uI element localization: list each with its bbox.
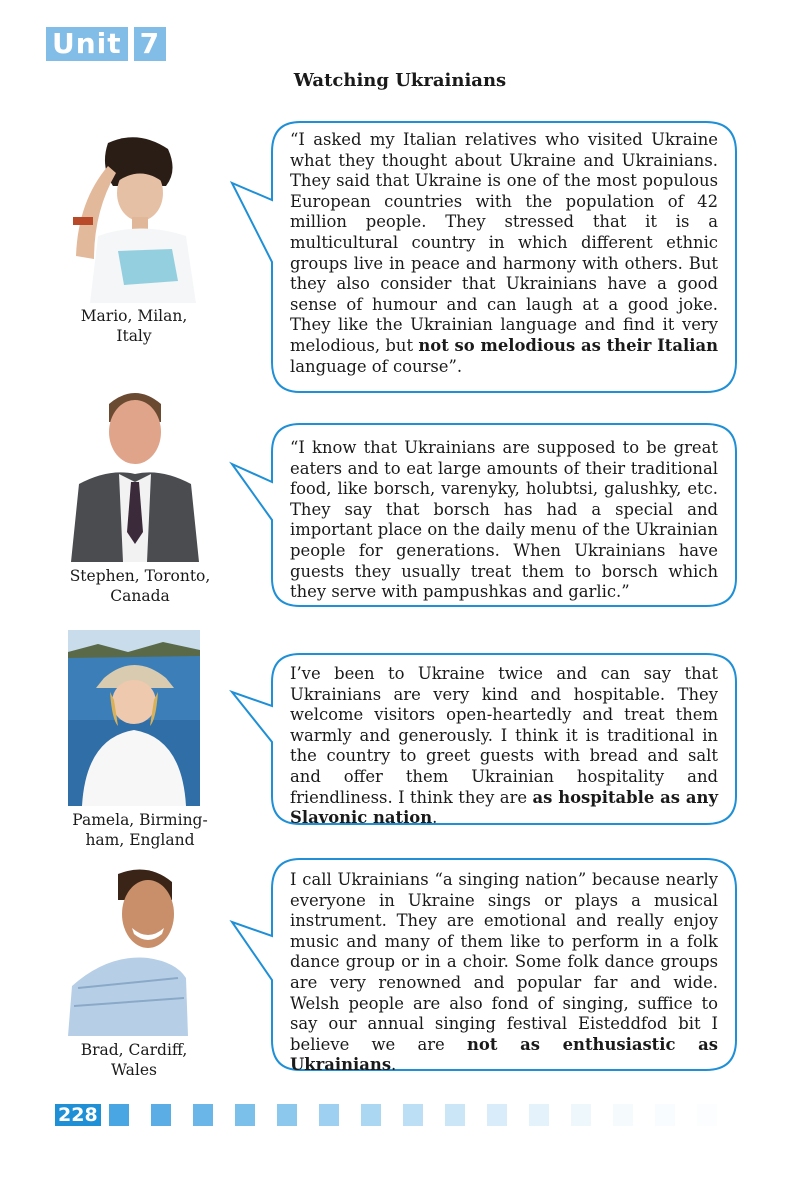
decorative-square <box>445 1104 465 1126</box>
caption-stephen <box>60 566 220 606</box>
quote-stephen <box>290 438 718 603</box>
caption-brad <box>54 1040 214 1080</box>
quote-brad <box>290 870 718 1076</box>
quote-bold-text: as hospitable as any Slavonic nation <box>290 787 718 828</box>
quote-bold-text: not as enthusiastic as Ukrainians <box>290 1034 718 1075</box>
decorative-square <box>403 1104 423 1126</box>
page-number: 228 <box>55 1104 101 1126</box>
caption-line: Italy <box>116 327 152 345</box>
quote-pamela <box>290 664 718 829</box>
caption-line: Canada <box>110 587 170 605</box>
decorative-square <box>529 1104 549 1126</box>
decorative-square <box>613 1104 633 1126</box>
decorative-square <box>361 1104 381 1126</box>
caption-line: Mario, Milan, <box>80 307 188 325</box>
caption-line: Pamela, Birming- <box>72 811 208 829</box>
teen-boy-photo <box>68 131 200 303</box>
quote-text: I’ve been to Ukraine twice and can say that Ukrainians are very kind and hospitable. They welcome visitors open-heartedly and treat them warmly and generously. I think it is traditional in the country to greet guests with bread and salt and offer them Ukrainian hospitality and friendliness. I think they are <box>290 664 718 807</box>
page-footer <box>55 1104 717 1126</box>
caption-mario <box>54 306 214 346</box>
caption-pamela <box>60 810 220 850</box>
caption-line: Stephen, Toronto, <box>69 567 211 585</box>
decorative-square <box>277 1104 297 1126</box>
quote-text: I call Ukrainians “a singing nation” because nearly everyone in Ukraine sings or plays a musical instrument. They are emotional and really enjoy music and many of them like to perform in a folk dance group or in a choir. Some folk dance groups are very renowned and popular far and wide. Welsh people are also fond of singing, suffice to say our annual singing festival Eisteddfod bit I believe we are <box>290 870 718 1054</box>
caption-line: ham, England <box>85 831 195 849</box>
decorative-square <box>487 1104 507 1126</box>
unit-word: Unit <box>46 27 128 61</box>
decorative-square <box>109 1104 129 1126</box>
quote-text: “I know that Ukrainians are supposed to be great eaters and to eat large amounts of their traditional food, like borsch, varenyky, holubtsi, galushky, etc. They say that borsch has had a special and important place on the daily menu of the Ukrainian people for generations. When Ukrainians have guests they usually treat them to borsch which they serve with pampushkas and garlic.” <box>290 438 718 602</box>
quote-text: “I asked my Italian relatives who visited Ukraine what they thought about Ukraine and Ukrainians. They said that Ukraine is one of the most populous European countries with the population of 42 million people. They stressed that it is a multicultural country in which different ethnic groups live in peace and harmony with others. But they also consider that Ukrainians have a good sense of humour and can laugh at a good joke. They like the Ukrainian language and find it very melodious, but <box>290 130 718 355</box>
decorative-square <box>319 1104 339 1126</box>
quote-text-end: . <box>432 808 438 828</box>
decorative-square <box>571 1104 591 1126</box>
decorative-square <box>655 1104 675 1126</box>
quote-text-end: . <box>391 1055 397 1075</box>
page-title: Watching Ukrainians <box>293 70 507 91</box>
unit-number: 7 <box>134 27 166 61</box>
quote-bold-text: not so melodious as their Italian <box>418 335 718 355</box>
caption-line: Brad, Cardiff, <box>80 1041 188 1059</box>
quote-mario <box>290 130 718 377</box>
woman-seaside-photo <box>68 630 200 806</box>
decorative-square <box>193 1104 213 1126</box>
caption-line: Wales <box>111 1061 157 1079</box>
man-in-suit-photo <box>69 382 200 562</box>
smiling-man-photo <box>68 866 188 1036</box>
decorative-square <box>151 1104 171 1126</box>
decorative-square <box>235 1104 255 1126</box>
quote-text-end: language of course”. <box>290 356 463 376</box>
decorative-square <box>697 1104 717 1126</box>
